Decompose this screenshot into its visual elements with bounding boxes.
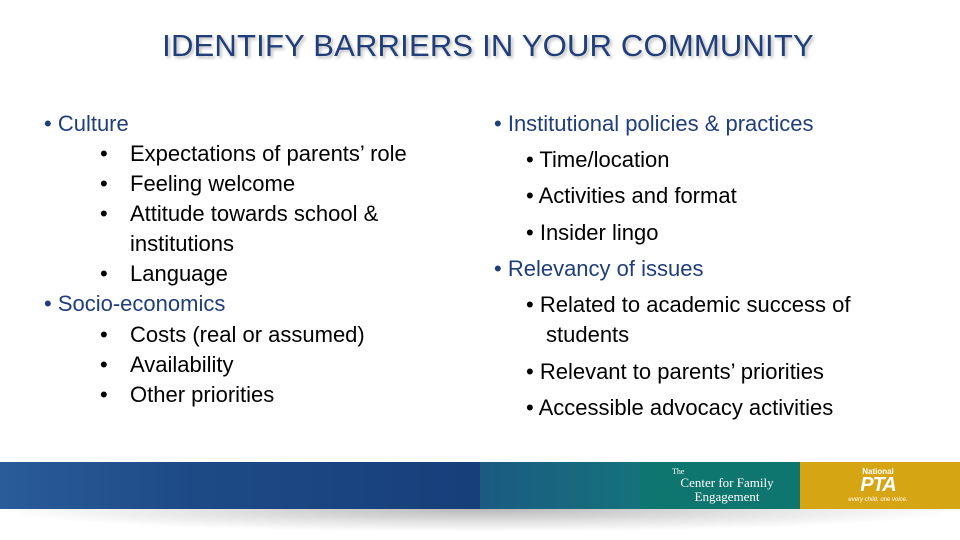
institutional-heading-text: Institutional policies & practices	[507, 111, 814, 136]
culture-heading-text: Culture	[57, 111, 129, 136]
institutional-item-time: Time/location	[539, 147, 670, 172]
relevancy-item-priorities: Relevant to parents’ priorities	[539, 359, 824, 384]
institutional-item-lingo: Insider lingo	[539, 220, 659, 245]
culture-item-welcome: Feeling welcome	[130, 171, 296, 196]
cffe-line1: Center for Family	[680, 475, 774, 490]
culture-heading	[44, 111, 129, 137]
socio-item-availability: Availability	[130, 352, 234, 377]
socio-heading-text: Socio-economics	[57, 291, 226, 316]
bullet-icon: •	[100, 352, 108, 377]
bullet-icon: •	[100, 171, 108, 196]
bullet-icon: •	[526, 395, 534, 420]
bullet-icon: •	[100, 322, 108, 347]
relevancy-item-academic: Related to academic success of	[539, 292, 851, 317]
list-item	[526, 220, 658, 246]
institutional-heading	[494, 111, 814, 137]
bullet-icon: •	[494, 256, 502, 281]
relevancy-heading	[494, 256, 703, 282]
culture-item-attitude: Attitude towards school &	[130, 201, 379, 226]
list-item	[100, 322, 108, 348]
bullet-icon: •	[526, 292, 534, 317]
slide-title: IDENTIFY BARRIERS IN YOUR COMMUNITY	[162, 28, 814, 63]
socio-item-costs: Costs (real or assumed)	[130, 322, 365, 347]
list-item	[100, 171, 108, 197]
list-item	[100, 141, 108, 167]
bullet-icon: •	[526, 147, 534, 172]
bullet-icon: •	[44, 291, 52, 316]
bullet-icon: •	[526, 359, 534, 384]
pta-tagline: every child. one voice.	[848, 497, 908, 503]
list-item	[100, 352, 108, 378]
center-for-family-engagement-logo	[664, 467, 790, 505]
bullet-icon: •	[100, 382, 108, 407]
national-pta-logo	[846, 466, 910, 506]
pta-logo-text: PTA	[860, 474, 896, 496]
list-item	[526, 147, 669, 173]
culture-item-expectations: Expectations of parents’ role	[130, 141, 407, 166]
cffe-the-text: The	[672, 467, 685, 476]
bullet-icon: •	[526, 183, 534, 208]
footer-blue-segment	[0, 462, 480, 509]
list-item	[100, 382, 108, 408]
culture-item-attitude-cont: institutions	[130, 231, 234, 256]
pta-national-text: National	[862, 467, 894, 476]
culture-item-language: Language	[130, 261, 228, 286]
list-item	[100, 261, 108, 287]
bullet-icon: •	[44, 111, 52, 136]
footer-shadow	[20, 509, 940, 531]
cffe-line2: Engagement	[694, 489, 760, 504]
bullet-icon: •	[100, 201, 108, 226]
list-item	[526, 292, 850, 318]
institutional-item-activities: Activities and format	[538, 183, 737, 208]
socio-item-priorities: Other priorities	[130, 382, 275, 407]
bullet-icon: •	[100, 141, 108, 166]
list-item	[526, 359, 824, 385]
relevancy-item-academic-cont: students	[546, 322, 630, 347]
list-item	[526, 395, 833, 421]
bullet-icon: •	[100, 261, 108, 286]
socio-heading	[44, 291, 225, 317]
list-item	[100, 201, 108, 227]
relevancy-item-advocacy: Accessible advocacy activities	[538, 395, 834, 420]
footer-bar	[0, 462, 960, 509]
bullet-icon: •	[526, 220, 534, 245]
relevancy-heading-text: Relevancy of issues	[507, 256, 704, 281]
bullet-icon: •	[494, 111, 502, 136]
footer-teal-segment	[480, 462, 640, 509]
list-item	[526, 183, 737, 209]
